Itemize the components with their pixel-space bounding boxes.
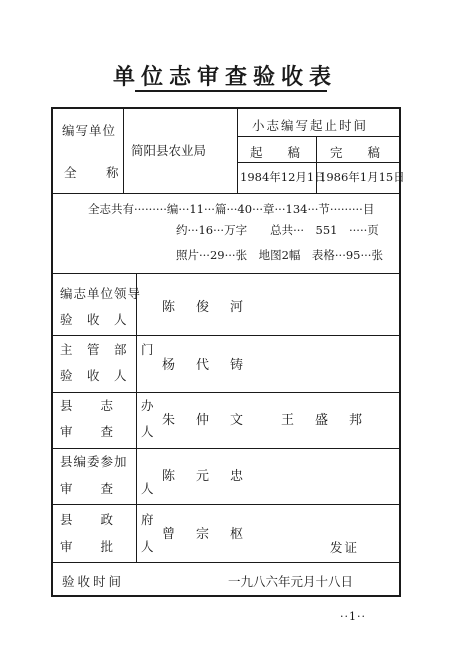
row3-label-1: 县 志 办 bbox=[60, 398, 155, 413]
end-date: 1986年1月15日 bbox=[319, 170, 405, 184]
divider-stats bbox=[53, 273, 399, 274]
row4-label-2: 审 查 人 bbox=[60, 481, 155, 496]
row5-extra: 发证 bbox=[330, 540, 360, 555]
stats-line-1: 全志共有·········编···11···篇···40···章···134···节·········目 bbox=[88, 202, 375, 216]
divider-header-v1 bbox=[123, 109, 124, 193]
row5-label-1: 县 政 府 bbox=[60, 512, 155, 527]
stats-line-3: 照片···29···张 地图2幅 表格···95···张 bbox=[176, 248, 383, 262]
row1-label-1: 编志单位领导 bbox=[60, 286, 142, 301]
divider-period-labels bbox=[237, 162, 399, 163]
row2-value: 杨 代 铸 bbox=[162, 358, 248, 373]
row4-label-1: 县编委参加 bbox=[60, 454, 128, 469]
divider-header-v2 bbox=[237, 109, 238, 193]
divider-row-4 bbox=[53, 504, 399, 505]
row1-value: 陈 俊 河 bbox=[162, 300, 248, 315]
unit-label-line1: 编写单位 bbox=[62, 123, 117, 138]
form-title: 单位志审查验收表 bbox=[112, 64, 337, 90]
period-title: 小志编写起止时间 bbox=[252, 118, 369, 133]
row1-label-2: 验 收 人 bbox=[60, 312, 128, 327]
acceptance-time-label: 验收时间 bbox=[62, 574, 125, 589]
row5-value: 曾 宗 枢 bbox=[162, 527, 248, 542]
start-date: 1984年12月1日 bbox=[240, 170, 326, 184]
row4-value: 陈 元 忠 bbox=[162, 469, 248, 484]
acceptance-date: 一九八六年元月十八日 bbox=[228, 574, 354, 589]
divider-row-5 bbox=[53, 562, 399, 563]
row2-label-1: 主 管 部 门 bbox=[60, 342, 155, 357]
divider-header bbox=[53, 193, 399, 194]
end-label: 完 稿 bbox=[330, 145, 381, 160]
title-underline bbox=[135, 90, 327, 92]
divider-row-3 bbox=[53, 448, 399, 449]
unit-name: 简阳县农业局 bbox=[131, 143, 207, 158]
page-number: ··1·· bbox=[340, 610, 366, 623]
unit-label-line2-a: 全 bbox=[64, 165, 78, 180]
unit-label-line2-b: 称 bbox=[106, 165, 120, 180]
row3-label-2: 审 查 人 bbox=[60, 424, 155, 439]
start-label: 起 稿 bbox=[250, 145, 301, 160]
row3-value: 朱 仲 文 王 盛 邦 bbox=[162, 413, 367, 428]
divider-row-1 bbox=[53, 335, 399, 336]
row5-label-2: 审 批 人 bbox=[60, 539, 155, 554]
stats-line-2: 约···16···万字 总共··· 551 ·····页 bbox=[176, 223, 379, 237]
divider-row-2 bbox=[53, 392, 399, 393]
row2-label-2: 验 收 人 bbox=[60, 368, 128, 383]
divider-period-title bbox=[237, 136, 399, 137]
